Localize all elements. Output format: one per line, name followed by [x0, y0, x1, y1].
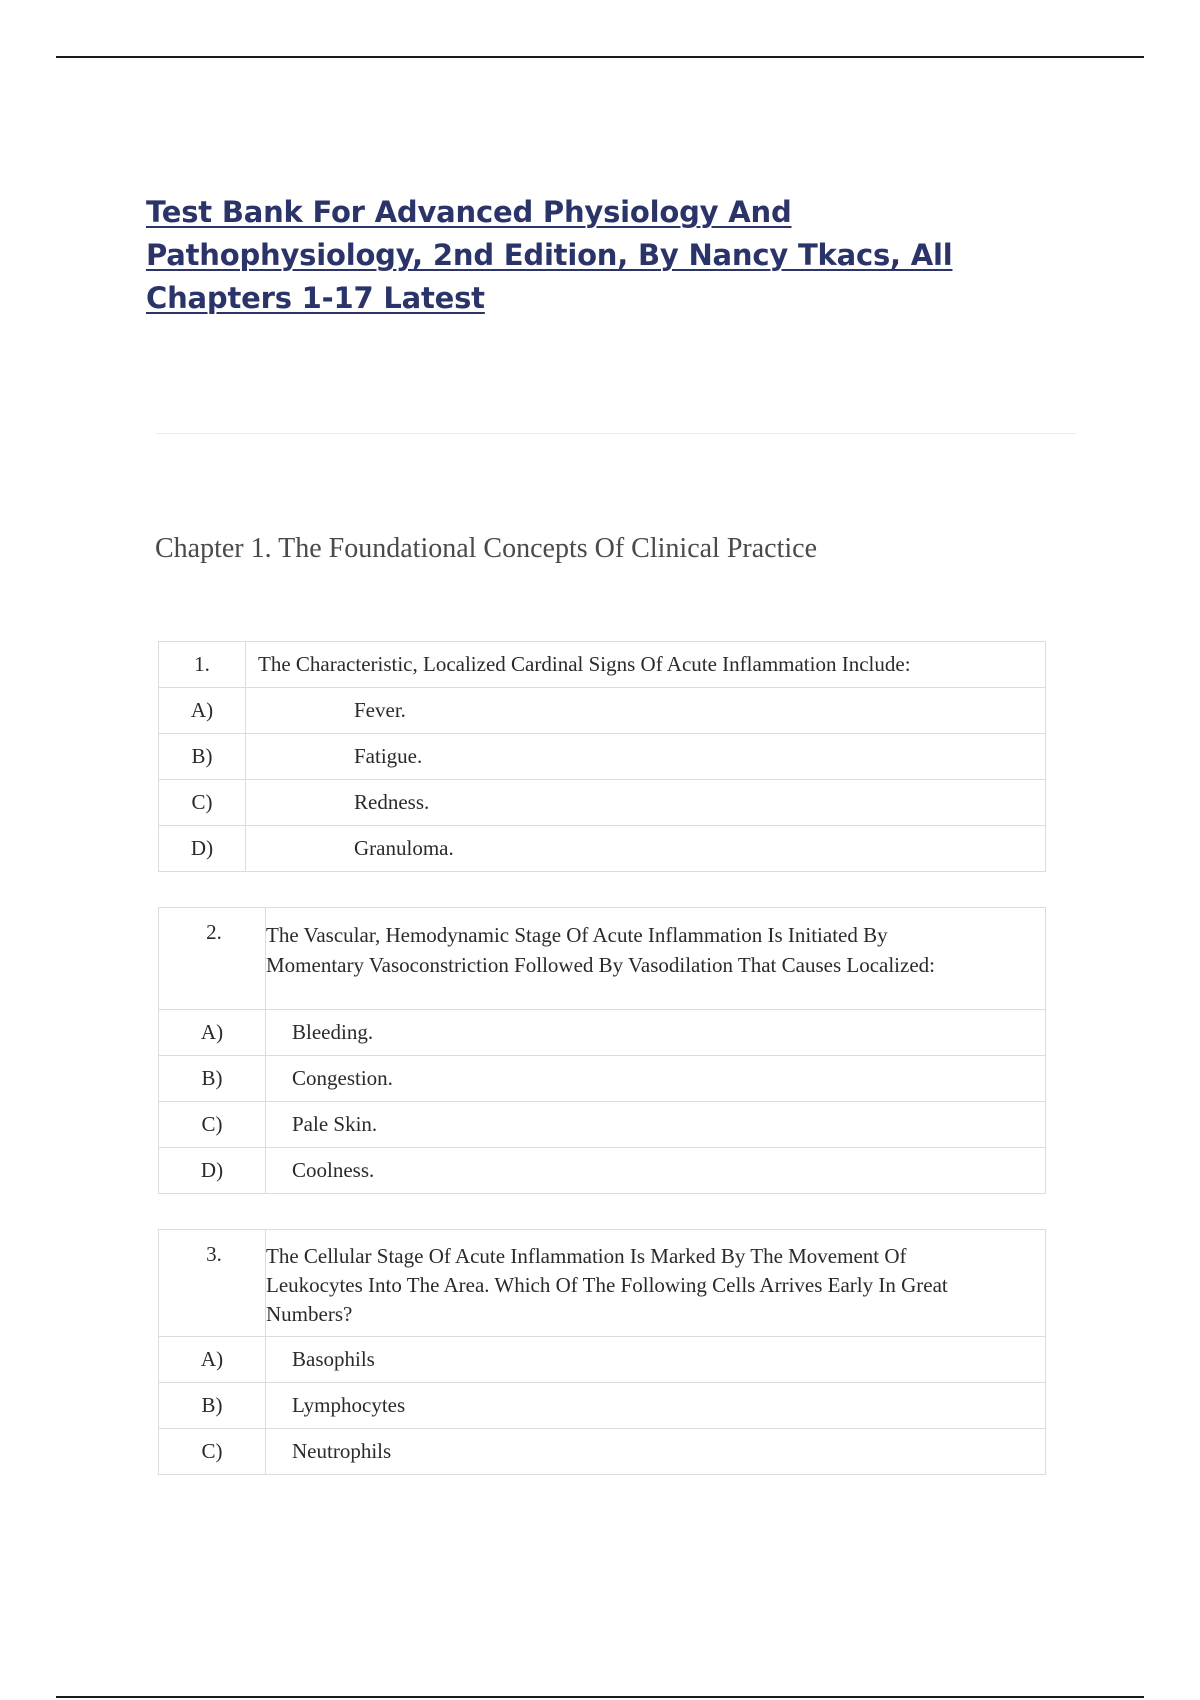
chapter-heading: Chapter 1. The Foundational Concepts Of Clinical Practice — [155, 533, 817, 564]
option-text: Pale Skin. — [266, 1102, 1046, 1148]
question-stem-row — [159, 908, 1046, 1010]
question-number: 2. — [159, 908, 266, 1010]
option-text: Fever. — [246, 688, 1046, 734]
question-stem-row — [159, 642, 1046, 688]
option-letter: A) — [159, 688, 246, 734]
question-stem: The Characteristic, Localized Cardinal Signs Of Acute Inflammation Include: — [246, 642, 1046, 688]
answer-option-row — [159, 1337, 1046, 1383]
top-rule — [56, 56, 1144, 58]
option-letter: A) — [159, 1010, 266, 1056]
option-text: Congestion. — [266, 1056, 1046, 1102]
answer-option-row — [159, 826, 1046, 872]
option-letter: B) — [159, 1056, 266, 1102]
option-letter: B) — [159, 734, 246, 780]
option-text: Granuloma. — [246, 826, 1046, 872]
option-letter: B) — [159, 1383, 266, 1429]
option-letter: C) — [159, 1429, 266, 1475]
option-text: Redness. — [246, 780, 1046, 826]
option-text: Basophils — [266, 1337, 1046, 1383]
option-letter: A) — [159, 1337, 266, 1383]
answer-option-row — [159, 780, 1046, 826]
question-table-1 — [158, 641, 1046, 872]
question-number: 1. — [159, 642, 246, 688]
answer-option-row — [159, 688, 1046, 734]
bottom-rule — [56, 1696, 1144, 1698]
option-letter: D) — [159, 1148, 266, 1194]
question-number: 3. — [159, 1230, 266, 1337]
question-stem: The Cellular Stage Of Acute Inflammation Is Marked By The Movement Of Leukocytes Into The Area. Which Of The Following Cells Arrives Early In Great Numbers? — [266, 1230, 1046, 1337]
document-title — [146, 191, 1066, 320]
document-title-text: Test Bank For Advanced Physiology And Pathophysiology, 2nd Edition, By Nancy Tkacs, All Chapters 1-17 Latest — [146, 195, 953, 315]
option-text: Lymphocytes — [266, 1383, 1046, 1429]
option-letter: C) — [159, 780, 246, 826]
option-text: Neutrophils — [266, 1429, 1046, 1475]
question-table-2 — [158, 907, 1046, 1194]
question-stem-row — [159, 1230, 1046, 1337]
answer-option-row — [159, 1010, 1046, 1056]
answer-option-row — [159, 1429, 1046, 1475]
question-stem: The Vascular, Hemodynamic Stage Of Acute Inflammation Is Initiated By Momentary Vasoconstriction Followed By Vasodilation That Causes Localized: — [266, 908, 1046, 1010]
option-text: Bleeding. — [266, 1010, 1046, 1056]
answer-option-row — [159, 1056, 1046, 1102]
answer-option-row — [159, 1102, 1046, 1148]
question-table-3 — [158, 1229, 1046, 1475]
option-letter: C) — [159, 1102, 266, 1148]
answer-option-row — [159, 734, 1046, 780]
answer-option-row — [159, 1383, 1046, 1429]
section-divider — [156, 433, 1076, 434]
option-text: Fatigue. — [246, 734, 1046, 780]
answer-option-row — [159, 1148, 1046, 1194]
option-text: Coolness. — [266, 1148, 1046, 1194]
option-letter: D) — [159, 826, 246, 872]
